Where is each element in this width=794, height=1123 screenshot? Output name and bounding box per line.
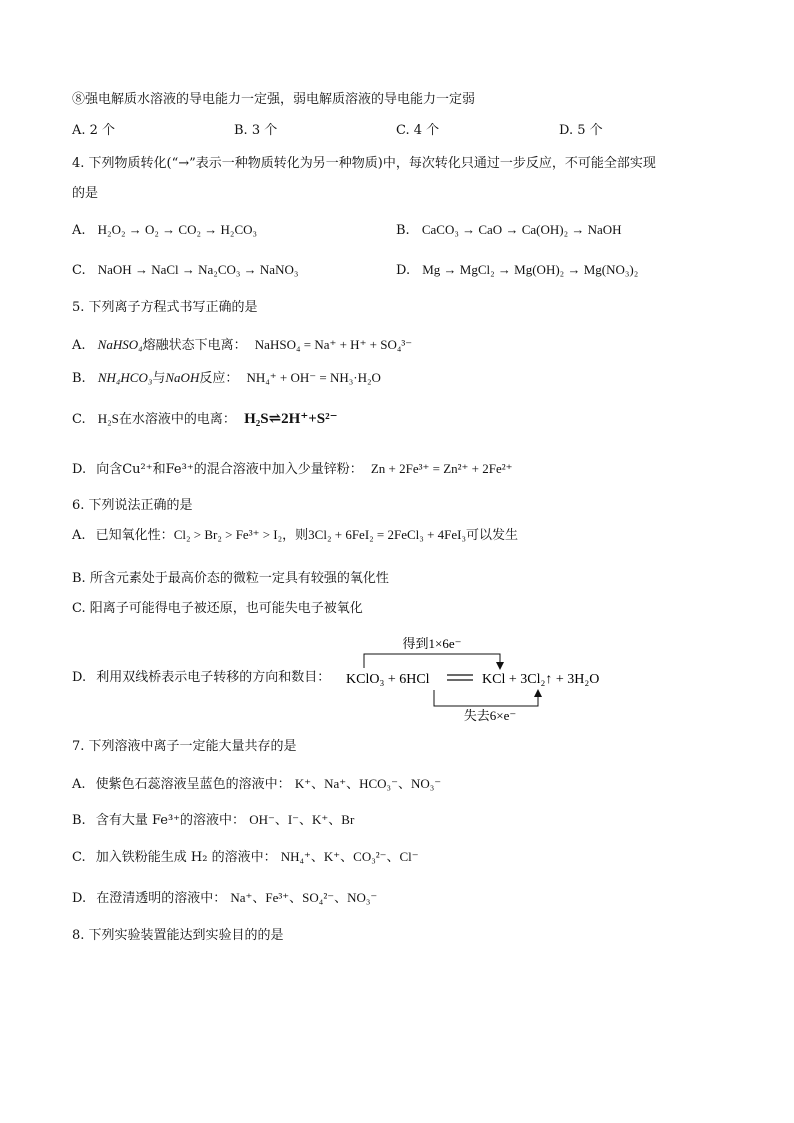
q6-option-a-text3: 可以发生 <box>466 528 519 543</box>
q6-option-a-order: Cl₂ > Br₂ > Fe³⁺ > I₂ <box>173 527 283 542</box>
q5-option-d <box>72 460 513 479</box>
q6-option-a-text2: ，则 <box>282 528 309 543</box>
q7-option-d-ions: Na⁺、Fe³⁺、SO₄²⁻、NO₃⁻ <box>230 890 378 905</box>
q4-option-d-equation: Mg → MgCl₂ → Mg(OH)₂ → Mg(NO₃)₂ <box>422 262 639 277</box>
double-line-bridge-diagram <box>340 630 630 725</box>
q5-option-c-label: C. <box>72 412 86 427</box>
q5-stem: 5. 下列离子方程式书写正确的是 <box>72 300 258 315</box>
gain-bracket-line <box>364 654 500 668</box>
q5-option-b-mid: 与 <box>152 371 166 386</box>
q4-option-c-equation: NaOH → NaCl → Na₂CO₃ → NaNO₃ <box>97 262 299 277</box>
q7-option-a <box>72 775 441 794</box>
q5-option-b-label: B. <box>72 371 86 386</box>
q7-option-a-ions: K⁺、Na⁺、HCO₃⁻、NO₃⁻ <box>294 776 442 791</box>
q5-option-b <box>72 369 381 388</box>
q7-option-c <box>72 848 419 867</box>
q6-option-a-equation: 3Cl₂ + 6FeI₂ = 2FeCl₃ + 4FeI₃ <box>308 527 467 542</box>
q5-option-a-text: 熔融状态下电离： <box>142 338 247 353</box>
q5-option-c-equation: H₂S⇌2H⁺+S²⁻ <box>244 411 338 427</box>
q5-option-a-equation: NaHSO₄ = Na⁺ + H⁺ + SO₄³⁻ <box>254 337 413 352</box>
q7-option-c-ions: NH₄⁺、K⁺、CO₃²⁻、Cl⁻ <box>280 849 419 864</box>
q8-stem: 8. 下列实验装置能达到实验目的的是 <box>72 928 284 943</box>
q7-option-b-ions: OH⁻、I⁻、K⁺、Br <box>249 812 355 827</box>
gain-label: 得到1×6e⁻ <box>402 636 462 651</box>
q6-option-d <box>72 669 330 687</box>
lose-arrowhead <box>534 689 542 697</box>
q5-option-b-formula: NH₄HCO₃ <box>97 370 153 385</box>
q5-option-a-formula: NaHSO₄ <box>97 337 143 352</box>
q5-option-c-text: 在水溶液中的电离： <box>118 412 236 427</box>
q6-stem: 6. 下列说法正确的是 <box>72 498 193 513</box>
bridge-equation-left: KClO₃ + 6HCl <box>346 672 430 687</box>
q5-option-b-text: 反应： <box>199 371 239 386</box>
q7-option-c-label: C. <box>72 850 86 865</box>
q7-stem: 7. 下列溶液中离子一定能大量共存的是 <box>72 739 297 754</box>
q4-option-b-label: B. <box>396 223 410 238</box>
q4-option-a <box>72 221 257 240</box>
q3-option-a: A. 2 个 <box>72 123 116 138</box>
q7-option-b-text: 含有大量 Fe³⁺的溶液中： <box>95 813 246 828</box>
q3-item8: ⑧强电解质水溶液的导电能力一定强，弱电解质溶液的导电能力一定弱 <box>72 92 476 107</box>
q5-option-c-formula: H₂S <box>97 411 119 426</box>
q4-option-b-equation: CaCO₃ → CaO → Ca(OH)₂ → NaOH <box>421 222 622 237</box>
lose-bracket-line <box>434 690 538 706</box>
lose-label: 失去6×e⁻ <box>463 708 517 723</box>
q3-option-d: D. 5 个 <box>559 123 603 138</box>
q4-option-d <box>396 261 638 280</box>
q3-option-b: B. 3 个 <box>234 123 278 138</box>
q5-option-c <box>72 410 338 429</box>
q7-option-d-label: D. <box>72 891 87 906</box>
q6-option-d-text: 利用双线桥表示电子转移的方向和数目： <box>96 670 331 685</box>
q5-option-d-label: D. <box>72 462 87 477</box>
q5-option-d-text: 向含Cu²⁺和Fe³⁺的混合溶液中加入少量锌粉： <box>96 462 363 477</box>
q4-stem-line1: 4. 下列物质转化(“→”表示一种物质转化为另一种物质)中，每次转化只通过一步反应，不可能全部实现 <box>72 156 656 171</box>
q4-option-d-label: D. <box>396 263 411 278</box>
q7-option-c-text: 加入铁粉能生成 H₂ 的溶液中： <box>95 850 277 865</box>
q7-option-b-label: B. <box>72 813 86 828</box>
q6-option-c: C. 阳离子可能得电子被还原，也可能失电子被氧化 <box>72 601 363 616</box>
q4-option-a-equation: H₂O₂ → O₂ → CO₂ → H₂CO₃ <box>97 222 258 237</box>
q5-option-a <box>72 336 412 355</box>
q7-option-a-text: 使紫色石蕊溶液呈蓝色的溶液中： <box>95 777 291 792</box>
q3-option-c: C. 4 个 <box>396 123 440 138</box>
q6-option-a <box>72 526 518 545</box>
q6-option-b: B. 所含元素处于最高价态的微粒一定具有较强的氧化性 <box>72 571 389 586</box>
q7-option-d-text: 在澄清透明的溶液中： <box>96 891 227 906</box>
bridge-equation-right: KCl + 3Cl₂↑ + 3H₂O <box>482 672 600 687</box>
q4-option-c <box>72 261 298 280</box>
q4-option-c-label: C. <box>72 263 86 278</box>
q5-option-a-label: A. <box>72 338 86 353</box>
q5-option-b-equation: NH₄⁺ + OH⁻ = NH₃·H₂O <box>246 370 381 385</box>
q7-option-b <box>72 811 354 830</box>
q4-option-b <box>396 221 622 240</box>
q6-option-a-label: A. <box>72 528 86 543</box>
q6-option-a-text1: 已知氧化性： <box>95 528 174 543</box>
q7-option-d <box>72 889 377 908</box>
q5-option-b-naoh: NaOH <box>165 370 200 385</box>
q6-option-d-label: D. <box>72 670 87 685</box>
gain-arrowhead <box>496 662 504 670</box>
q4-stem-line2: 的是 <box>72 186 99 201</box>
q4-option-a-label: A. <box>72 223 86 238</box>
q7-option-a-label: A. <box>72 777 86 792</box>
q5-option-d-equation: Zn + 2Fe³⁺ = Zn²⁺ + 2Fe²⁺ <box>370 461 513 476</box>
